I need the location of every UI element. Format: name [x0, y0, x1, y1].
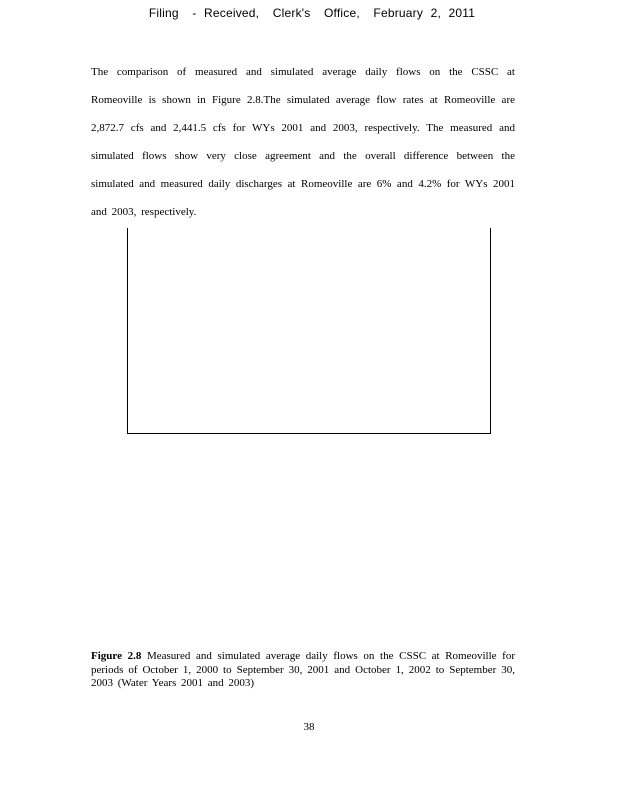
page-header: [0, 6, 618, 20]
header-filing: Filing: [148, 6, 179, 20]
page-number: 38: [303, 721, 315, 733]
figure-frame: [127, 228, 491, 434]
figure-caption-text: Measured and simulated average daily flows on the CSSC at Romeoville for periods of October 1, 2000 to September 30, 2001 and October 1, 2002 to September 30, 2003 (Water Years 2001 and 2003): [91, 650, 516, 689]
figure-caption-label: Figure 2.8: [91, 650, 142, 662]
body-paragraph: The comparison of measured and simulated average daily flows on the CSSC at Romeoville is shown in Figure 2.8.The simulated average flow rates at Romeoville are 2,872.7 cfs and 2,441.5 cfs for WYs 2001 and 2003, respectively. The measured and simulated flows show very close agreement and the overall difference between the simulated and measured daily discharges at Romeoville are 6% and 4.2% for WYs 2001 and 2003, respectively.: [91, 66, 515, 218]
figure-caption: [91, 650, 515, 691]
header-received: - Received,: [192, 6, 260, 20]
header-clerk: Clerk's: [272, 6, 311, 20]
header-date: February 2, 2011: [373, 6, 476, 20]
header-office: Office,: [324, 6, 360, 20]
